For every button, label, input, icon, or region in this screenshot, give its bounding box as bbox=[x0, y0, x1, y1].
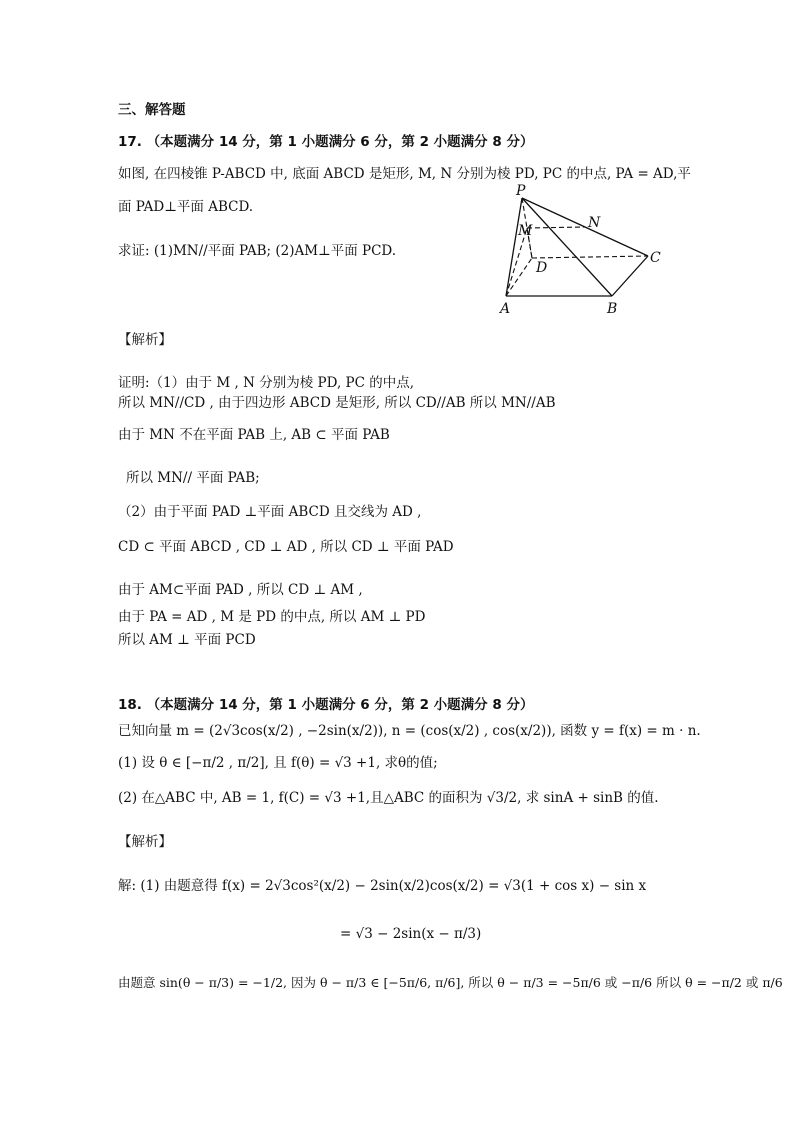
q17-solution-line: CD ⊂ 平面 ABCD , CD ⊥ AD , 所以 CD ⊥ 平面 PAD bbox=[118, 539, 454, 555]
label-N: N bbox=[588, 215, 601, 231]
q17-solution-line: 证明:（1）由于 M , N 分别为棱 PD, PC 的中点, bbox=[118, 375, 415, 391]
pyramid-figure bbox=[490, 182, 670, 317]
label-C: C bbox=[650, 250, 661, 266]
q18-given: 已知向量 m = (2√3cos(x/2) , −2sin(x/2)), n = (cos(x/2) , cos(x/2)), 函数 y = f(x) = m · n. bbox=[118, 723, 701, 739]
q18-solution-line2: = √3 − 2sin(x − π/3) bbox=[340, 926, 482, 942]
q17-prove: 求证: (1)MN//平面 PAB; (2)AM⊥平面 PCD. bbox=[118, 243, 397, 259]
q18-analysis-label: 【解析】 bbox=[118, 834, 172, 850]
label-D: D bbox=[536, 260, 548, 276]
q17-solution-line: 由于 AM⊂平面 PAD , 所以 CD ⊥ AM , bbox=[118, 582, 363, 598]
q17-solution-line: 所以 AM ⊥ 平面 PCD bbox=[118, 632, 256, 648]
q18-part1: (1) 设 θ ∈ [−π/2 , π/2], 且 f(θ) = √3 +1, 求θ的值; bbox=[118, 755, 438, 771]
q18-heading: 18. （本题满分 14 分，第 1 小题满分 6 分，第 2 小题满分 8 分） bbox=[118, 697, 534, 713]
q17-heading: 17. （本题满分 14 分，第 1 小题满分 6 分，第 2 小题满分 8 分） bbox=[118, 134, 534, 150]
label-M: M bbox=[518, 223, 533, 239]
label-B: B bbox=[607, 301, 618, 317]
label-P: P bbox=[516, 183, 526, 199]
q17-analysis-label: 【解析】 bbox=[118, 332, 172, 348]
q17-solution-line: 由于 PA = AD , M 是 PD 的中点, 所以 AM ⊥ PD bbox=[118, 609, 426, 625]
q17-solution-line: （2）由于平面 PAD ⊥平面 ABCD 且交线为 AD , bbox=[118, 504, 422, 520]
section-title: 三、解答题 bbox=[118, 102, 186, 118]
q17-statement-line1: 如图, 在四棱锥 P-ABCD 中, 底面 ABCD 是矩形, M, N 分别为棱 PD, PC 的中点, PA = AD,平 bbox=[118, 166, 691, 182]
q18-part2: (2) 在△ABC 中, AB = 1, f(C) = √3 +1,且△ABC 的面积为 √3/2, 求 sinA + sinB 的值. bbox=[118, 790, 659, 806]
q17-solution-line: 由于 MN 不在平面 PAB 上, AB ⊂ 平面 PAB bbox=[118, 427, 390, 443]
label-A: A bbox=[500, 301, 511, 317]
q18-solution-line3: 由题意 sin(θ − π/3) = −1/2, 因为 θ − π/3 ∈ [−5π/6, π/6], 所以 θ − π/3 = −5π/6 或 −π/6 所以 θ = −π/2 或 π/6 bbox=[118, 975, 783, 990]
q18-solution-line1: 解: (1) 由题意得 f(x) = 2√3cos²(x/2) − 2sin(x/2)cos(x/2) = √3(1 + cos x) − sin x bbox=[118, 878, 647, 894]
q17-solution-line: 所以 MN//CD , 由于四边形 ABCD 是矩形, 所以 CD//AB 所以 MN//AB bbox=[118, 395, 556, 411]
q17-statement-line2: 面 PAD⊥平面 ABCD. bbox=[118, 199, 254, 215]
q17-solution-line: 所以 MN// 平面 PAB; bbox=[126, 470, 260, 486]
